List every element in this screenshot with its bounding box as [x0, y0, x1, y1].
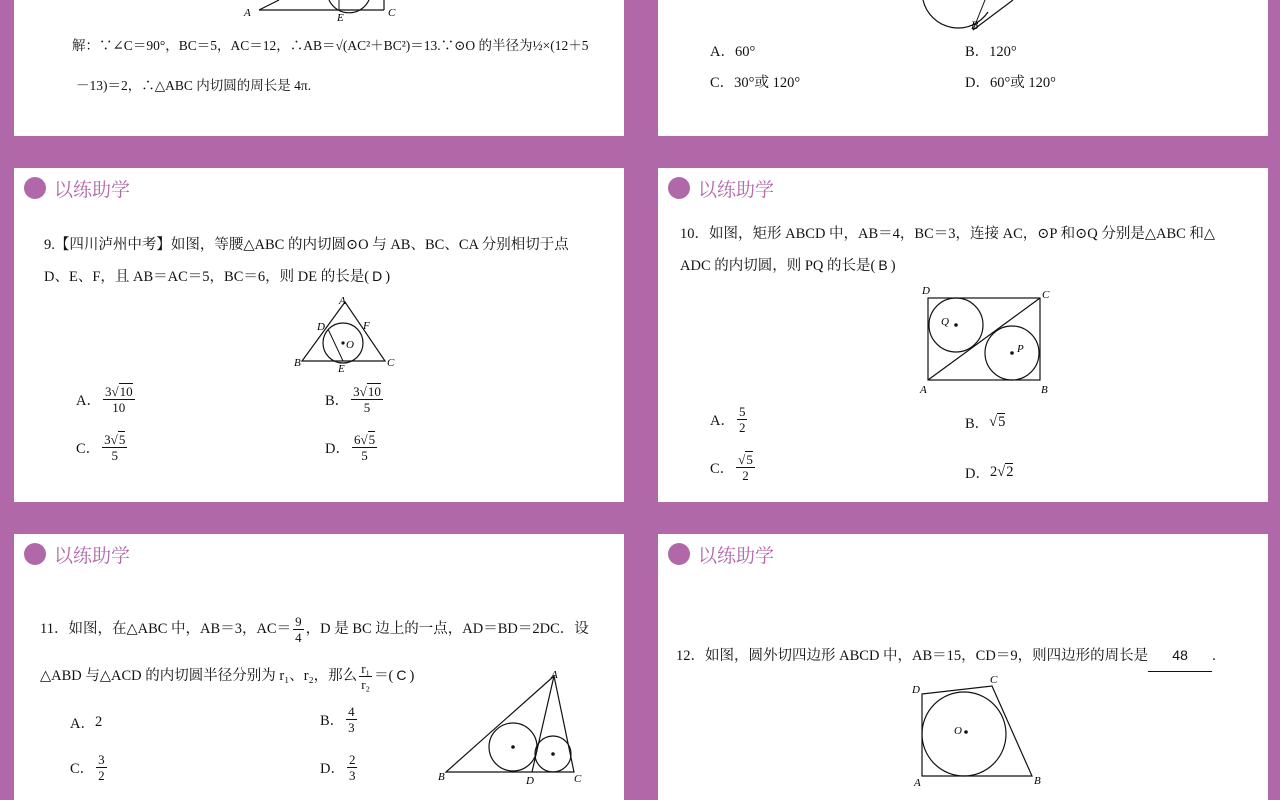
frac-numerator: 9: [295, 614, 302, 630]
section-header: [668, 173, 774, 203]
section-title: 以练助学: [698, 544, 775, 567]
section-title: 以练助学: [54, 544, 131, 567]
option-radicand: 5: [998, 414, 1006, 430]
question-text-end: .: [1212, 648, 1216, 664]
option-label: D．: [325, 441, 350, 457]
fig-label-a: A: [339, 295, 346, 307]
option-label: A．: [76, 393, 101, 409]
option-denominator: 10: [112, 400, 126, 415]
fig-label-f: F: [363, 320, 370, 332]
option-coef: 3: [353, 384, 360, 399]
fig-label-o: O: [346, 339, 354, 351]
fig-label-c: C: [388, 7, 396, 19]
isosceles-triangle-figure: [290, 293, 400, 373]
fig-label-d: D: [922, 285, 930, 297]
question-line-2: [680, 250, 896, 282]
tangential-quadrilateral-figure: [906, 674, 1056, 790]
answer-text: C: [396, 667, 407, 683]
option-coef: 2: [989, 464, 998, 480]
option-radicand: 10: [367, 384, 381, 399]
option-radicand: 5: [746, 452, 753, 467]
option-coef: 3: [104, 432, 111, 447]
rectangle-figure: [916, 282, 1056, 394]
section-header: [24, 539, 130, 569]
option-c: C． $\frac{√5}{2}$: [710, 452, 753, 483]
option-radicand: 5: [368, 432, 376, 447]
option-radicand: 5: [118, 432, 126, 447]
fig-label-a: A: [551, 669, 558, 681]
option-numerator: 3: [98, 752, 105, 767]
question-text: 11．如图，在△ABC 中，AB＝3，AC＝: [40, 621, 292, 637]
option-a: A． $\frac{3√10}{10}$: [76, 384, 133, 415]
option-label: D．: [320, 761, 345, 777]
frac-denominator: 4: [295, 630, 302, 646]
question-text: 12．如图，圆外切四边形 ABCD 中，AB＝15，CD＝9，则四边形的周长是: [676, 648, 1149, 664]
fig-label-b: B: [1041, 384, 1048, 396]
option-denominator: 2: [738, 420, 746, 435]
question-text: ADC 的内切圆，则 PQ 的长是(: [680, 258, 876, 274]
option-label: C．: [76, 441, 101, 457]
fig-label-c: C: [574, 773, 582, 785]
fig-label-b: B: [438, 771, 445, 783]
option-numerator: 4: [348, 704, 355, 719]
question-text-cont: ，D 是 BC 边上的一点，AD＝BD＝2DC．设: [305, 621, 589, 637]
question-line-1: 9.【四川泸州中考】如图，等腰△ABC 的内切圆⊙O 与 AB、BC、CA 分别相切于点: [44, 237, 569, 253]
option-denominator: 5: [363, 400, 371, 415]
fig-label-b: B: [1034, 775, 1041, 787]
fig-label-d: D: [526, 775, 534, 787]
option-d: D．60°或 120°: [965, 75, 1056, 91]
slide-q10: [658, 168, 1268, 502]
option-label: C．: [70, 761, 95, 777]
section-title: 以练助学: [698, 178, 775, 201]
option-d: D． 2 √2: [965, 464, 1014, 482]
slide-q11: [14, 534, 624, 800]
slide-top-right: [658, 0, 1268, 136]
option-label: A．: [70, 716, 95, 732]
option-label: C．: [710, 461, 735, 477]
slide-top-left: [14, 0, 624, 136]
fig-label-p: P: [1017, 343, 1024, 355]
solution-line-2: －13)＝2，∴△ABC 内切圆的周长是 4π.: [76, 78, 312, 93]
frac-denominator: r₂: [361, 677, 371, 693]
option-denominator: 3: [348, 768, 356, 783]
bullet-dot-icon: [24, 177, 46, 199]
option-coef: 3: [104, 384, 112, 399]
fig-label-e: E: [338, 363, 345, 375]
slide-q12: [658, 534, 1268, 800]
fig-label-d: D: [317, 321, 325, 333]
bullet-dot-icon: [668, 543, 690, 565]
option-numerator: 2: [348, 752, 356, 767]
answer-text: D: [372, 268, 383, 284]
option-label: A．: [710, 413, 735, 429]
question-line-1: [40, 614, 589, 645]
triangle-incircles-figure: [432, 666, 592, 788]
option-denominator: 2: [98, 768, 105, 783]
option-denominator: 5: [111, 448, 118, 463]
option-numerator: 5: [738, 404, 746, 419]
bullet-dot-icon: [24, 543, 46, 565]
option-label: B．: [325, 393, 350, 409]
question-text-end: ): [385, 269, 391, 285]
question-line-2: [44, 261, 390, 293]
circle-figure-top-right: [913, 0, 1033, 32]
option-a: [710, 404, 749, 435]
option-d: D． $\frac{6√5}{5}$: [325, 432, 376, 463]
option-a: [70, 712, 102, 733]
option-b: B． √5: [965, 414, 1006, 432]
slide-q9: [14, 168, 624, 502]
fig-label-o: O: [954, 725, 962, 737]
option-denominator: 5: [361, 448, 368, 463]
question-line-1: [676, 640, 1216, 672]
bullet-dot-icon: [668, 177, 690, 199]
option-b: B． $\frac{3√10}{5}$: [325, 384, 381, 415]
option-radicand: 10: [119, 384, 133, 399]
option-label: D．: [965, 466, 990, 482]
answer-blank: 48: [1148, 640, 1212, 672]
question-line-1: 10．如图，矩形 ABCD 中，AB＝4，BC＝3，连接 AC，⊙P 和⊙Q 分别是△ABC 和△: [680, 226, 1216, 242]
option-c: C．30°或 120°: [710, 75, 801, 91]
option-b: B．120°: [965, 44, 1017, 60]
fig-label-c: C: [387, 357, 395, 369]
option-denominator: 2: [742, 468, 749, 483]
option-c: [70, 752, 109, 783]
question-text-end: ): [409, 668, 415, 684]
solution-line-1: 解：∵∠C＝90°，BC＝5，AC＝12，∴AB＝√(AC²＋BC²)＝13.∵⊙O 的半径为½×(12＋5: [72, 38, 589, 53]
fig-label-c: C: [990, 674, 998, 686]
option-coef: 6: [353, 432, 361, 447]
option-a: A．60°: [710, 44, 756, 60]
option-d: [320, 752, 359, 783]
fig-label-a: A: [920, 384, 927, 396]
fig-label-b: B: [294, 357, 301, 369]
option-b: [320, 704, 359, 735]
option-label: B．: [320, 713, 345, 729]
fig-label-a: A: [914, 777, 921, 789]
question-text-mid: ＝(: [374, 668, 394, 684]
fig-label-b: B: [971, 18, 979, 32]
fig-label-q: Q: [941, 316, 949, 328]
question-text-end: ): [890, 258, 896, 274]
section-header: [668, 539, 774, 569]
triangle-figure-top-left: [234, 0, 394, 22]
section-header: [24, 173, 130, 203]
question-text: △ABD 与△ACD 的内切圆半径分别为 r₁、r₂，那么: [40, 668, 358, 684]
fig-label-a: A: [244, 7, 251, 19]
fig-label-c: C: [1042, 289, 1050, 301]
fig-label-e: E: [337, 12, 344, 24]
option-denominator: 3: [348, 720, 355, 735]
option-c: C． $\frac{3√5}{5}$: [76, 432, 126, 463]
question-text: D、E、F，且 AB＝AC＝5，BC＝6，则 DE 的长是(: [44, 269, 370, 285]
option-radicand: 2: [1006, 464, 1014, 480]
question-line-2: [40, 660, 414, 692]
section-title: 以练助学: [54, 178, 131, 201]
frac-numerator: r₁: [361, 661, 371, 677]
option-label: B．: [965, 416, 990, 432]
fig-label-d: D: [912, 684, 920, 696]
option-value: 2: [94, 714, 103, 730]
answer-text: B: [878, 257, 888, 273]
